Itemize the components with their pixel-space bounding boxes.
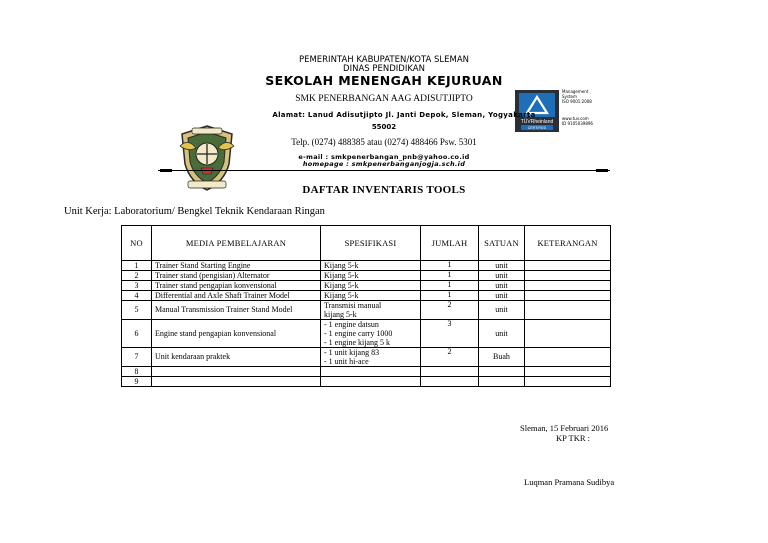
- spec-list: [324, 348, 417, 366]
- spec-item: Kijang 5-k: [324, 261, 359, 270]
- cell-media: Differential and Axle Shaft Trainer Model: [152, 291, 321, 301]
- tuv-certified-text: CERTIFIED: [527, 126, 547, 130]
- cell-keterangan: [525, 271, 611, 281]
- cell-satuan: unit: [479, 291, 525, 301]
- letterhead-divider: [158, 170, 610, 171]
- spec-item: Kijang 5-k: [324, 291, 359, 300]
- cell-jumlah: 2: [421, 348, 479, 367]
- header-jumlah: JUMLAH: [421, 226, 479, 261]
- cell-jumlah: 1: [421, 261, 479, 271]
- spec-item: - 1 engine carry 1000: [324, 329, 393, 338]
- cell-spec: [321, 377, 421, 387]
- cell-satuan: unit: [479, 271, 525, 281]
- cell-media: [152, 377, 321, 387]
- cell-media: Engine stand pengapian konvensional: [152, 320, 321, 348]
- spec-list: [324, 320, 417, 347]
- table-header-row: [122, 226, 611, 261]
- table-row: [122, 281, 611, 291]
- cell-no: 9: [122, 377, 152, 387]
- signature-role: KP TKR :: [556, 433, 591, 443]
- spec-item: - 1 engine kijang 5 k: [324, 338, 390, 347]
- cell-no: 4: [122, 291, 152, 301]
- cell-satuan: unit: [479, 301, 525, 320]
- cell-jumlah: 1: [421, 271, 479, 281]
- cert-id: ID 9105039896: [562, 121, 593, 126]
- cell-spec: [321, 271, 421, 281]
- spec-list: [324, 271, 417, 280]
- cell-media: [152, 367, 321, 377]
- header-spec: SPESIFIKASI: [321, 226, 421, 261]
- cell-satuan: [479, 377, 525, 387]
- table-row: [122, 271, 611, 281]
- spec-item: kijang 5-k: [324, 310, 357, 319]
- cell-jumlah: 1: [421, 281, 479, 291]
- cell-keterangan: [525, 348, 611, 367]
- cell-no: 7: [122, 348, 152, 367]
- header-satuan: SATUAN: [479, 226, 525, 261]
- letterhead-address: Alamat: Lanud Adisutjipto Jl. Janti Depok, Sleman, Yogyakarta: [272, 111, 536, 119]
- cert-line: ISO 9001:2008: [562, 99, 592, 104]
- cell-media: Trainer stand pengapian konvensional: [152, 281, 321, 291]
- table-row: [122, 367, 611, 377]
- table-row: [122, 261, 611, 271]
- cell-no: 2: [122, 271, 152, 281]
- letterhead-divider-right-cap: [596, 169, 608, 172]
- cell-media: Manual Transmission Trainer Stand Model: [152, 301, 321, 320]
- cell-media: Trainer Stand Starting Engine: [152, 261, 321, 271]
- cell-satuan: unit: [479, 261, 525, 271]
- header-keterangan: KETERANGAN: [525, 226, 611, 261]
- spec-item: - 1 engine datsun: [324, 320, 379, 329]
- cell-jumlah: [421, 377, 479, 387]
- tuv-brand-text: TÜVRheinland: [520, 119, 554, 125]
- spec-list: [324, 281, 417, 290]
- letterhead-homepage: homepage : smkpenerbanganjogja.sch.id: [302, 160, 466, 168]
- cell-spec: [321, 367, 421, 377]
- cell-jumlah: [421, 367, 479, 377]
- cell-no: 8: [122, 367, 152, 377]
- spec-item: - 1 unit kijang 83: [324, 348, 380, 357]
- inventory-table: [121, 225, 611, 387]
- cell-spec: [321, 320, 421, 348]
- spec-item: Kijang 5-k: [324, 271, 359, 280]
- letterhead-phone: Telp. (0274) 488385 atau (0274) 488466 Psw. 5301: [291, 137, 477, 147]
- header-media: MEDIA PEMBELAJARAN: [152, 226, 321, 261]
- cell-no: 3: [122, 281, 152, 291]
- letterhead-department: DINAS PENDIDIKAN: [343, 64, 425, 74]
- letterhead-school-name: SMK PENERBANGAN AAG ADISUTJIPTO: [295, 94, 473, 104]
- cell-satuan: unit: [479, 320, 525, 348]
- unit-work-line: Unit Kerja: Laboratorium/ Bengkel Teknik Kendaraan Ringan: [64, 206, 325, 217]
- cell-satuan: unit: [479, 281, 525, 291]
- spec-item: Transmisi manual: [324, 301, 382, 310]
- signature-place-date: Sleman, 15 Februari 2016: [520, 423, 609, 433]
- signature-name: Luqman Pramana Sudibya: [524, 477, 615, 487]
- header-no: NO: [122, 226, 152, 261]
- cell-spec: [321, 291, 421, 301]
- table-row: [122, 320, 611, 348]
- cell-jumlah: 1: [421, 291, 479, 301]
- spec-item: - 1 unit hi-ace: [324, 357, 369, 366]
- cert-line: System: [562, 94, 577, 99]
- cell-spec: [321, 301, 421, 320]
- table-row: [122, 377, 611, 387]
- spec-list: [324, 301, 417, 319]
- cell-keterangan: [525, 320, 611, 348]
- cell-no: 1: [122, 261, 152, 271]
- cell-no: 5: [122, 301, 152, 320]
- cell-keterangan: [525, 301, 611, 320]
- letterhead-email: e-mail : smkpenerbangan_pnb@yahoo.co.id: [298, 153, 470, 161]
- letterhead-postcode: 55002: [371, 123, 397, 131]
- table-row: [122, 301, 611, 320]
- cell-satuan: [479, 367, 525, 377]
- cell-keterangan: [525, 377, 611, 387]
- cell-no: 6: [122, 320, 152, 348]
- cell-keterangan: [525, 261, 611, 271]
- cell-spec: [321, 348, 421, 367]
- cert-www: www.tuv.com: [562, 116, 589, 121]
- cell-keterangan: [525, 281, 611, 291]
- cert-line: Management: [562, 89, 589, 94]
- table-row: [122, 348, 611, 367]
- cell-jumlah: 3: [421, 320, 479, 348]
- spec-list: [324, 291, 417, 300]
- spec-item: Kijang 5-k: [324, 281, 359, 290]
- cell-keterangan: [525, 367, 611, 377]
- cell-spec: [321, 281, 421, 291]
- cell-media: Trainer stand (pengisian) Alternator: [152, 271, 321, 281]
- cell-media: Unit kendaraan praktek: [152, 348, 321, 367]
- cell-spec: [321, 261, 421, 271]
- document-title: DAFTAR INVENTARIS TOOLS: [302, 184, 466, 196]
- cell-jumlah: 2: [421, 301, 479, 320]
- letterhead-school-type: SEKOLAH MENENGAH KEJURUAN: [265, 73, 503, 88]
- cell-satuan: Buah: [479, 348, 525, 367]
- table-row: [122, 291, 611, 301]
- letterhead-government: PEMERINTAH KABUPATEN/KOTA SLEMAN: [298, 55, 470, 65]
- cell-keterangan: [525, 291, 611, 301]
- letterhead-divider-left-cap: [160, 169, 172, 172]
- spec-list: [324, 261, 417, 270]
